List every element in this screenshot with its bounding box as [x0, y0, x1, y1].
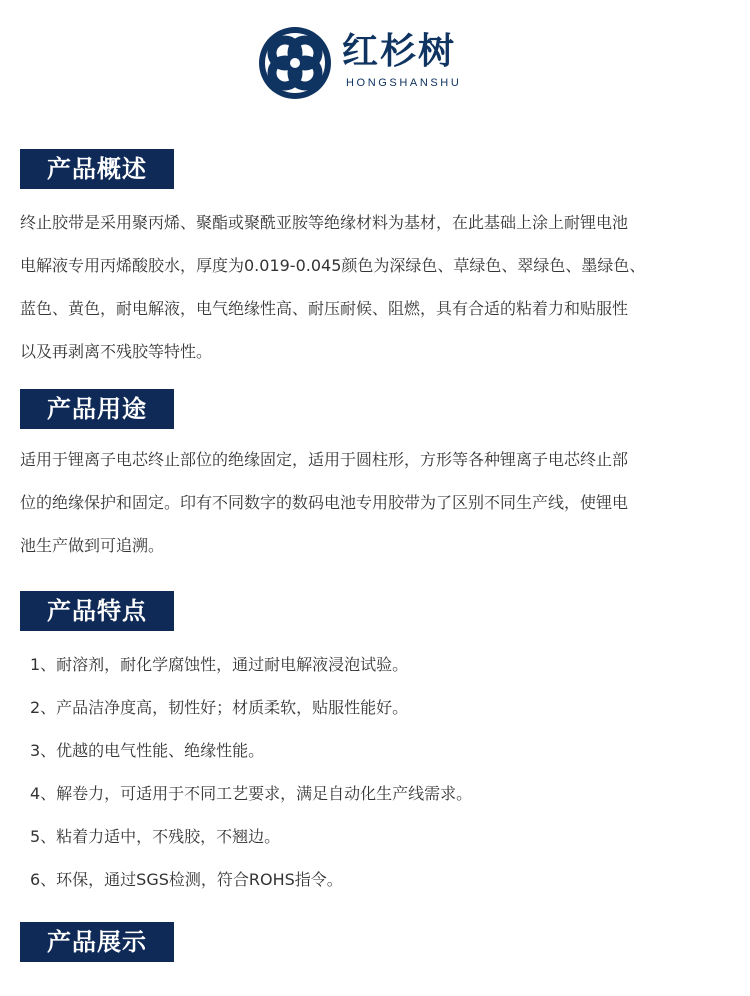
section-heading-usage: 产品用途 [20, 389, 174, 429]
feature-list [30, 643, 730, 901]
paragraph-line: 蓝色、黄色，耐电解液，电气绝缘性高、耐压耐候、阻燃，具有合适的粘着力和贴服性 [20, 299, 629, 318]
paragraph-line: 池生产做到可追溯。 [20, 536, 165, 555]
paragraph-line: 适用于锂离子电芯终止部位的绝缘固定，适用于圆柱形，方形等各种锂离子电芯终止部 [20, 450, 629, 469]
overview-paragraph [20, 201, 732, 373]
brand-name-cn: 红杉树 [342, 31, 457, 72]
feature-item: 4、解卷力，可适用于不同工艺要求，满足自动化生产线需求。 [30, 784, 473, 803]
feature-item: 1、耐溶剂，耐化学腐蚀性，通过耐电解液浸泡试验。 [30, 655, 409, 674]
paragraph-line: 以及再剥离不残胶等特性。 [20, 342, 213, 361]
feature-item: 3、优越的电气性能、绝缘性能。 [30, 741, 265, 760]
paragraph-line: 终止胶带是采用聚丙烯、聚酯或聚酰亚胺等绝缘材料为基材，在此基础上涂上耐锂电池 [20, 213, 629, 232]
section-heading-display: 产品展示 [20, 922, 174, 962]
brand-name-en: HONGSHANSHU [346, 77, 462, 89]
brand-logo [258, 26, 488, 104]
section-heading-features: 产品特点 [20, 591, 174, 631]
feature-item: 2、产品洁净度高，韧性好；材质柔软，贴服性能好。 [30, 698, 409, 717]
paragraph-line: 电解液专用丙烯酸胶水，厚度为0.019-0.045颜色为深绿色、草绿色、翠绿色、墨绿色、 [20, 256, 646, 275]
interlocking-rings-logo-icon [258, 26, 332, 100]
paragraph-line: 位的绝缘保护和固定。印有不同数字的数码电池专用胶带为了区别不同生产线，使锂电 [20, 493, 629, 512]
feature-item: 6、环保，通过SGS检测，符合ROHS指令。 [30, 870, 343, 889]
usage-paragraph [20, 438, 732, 567]
feature-item: 5、粘着力适中，不残胶，不翘边。 [30, 827, 281, 846]
section-heading-overview: 产品概述 [20, 149, 174, 189]
